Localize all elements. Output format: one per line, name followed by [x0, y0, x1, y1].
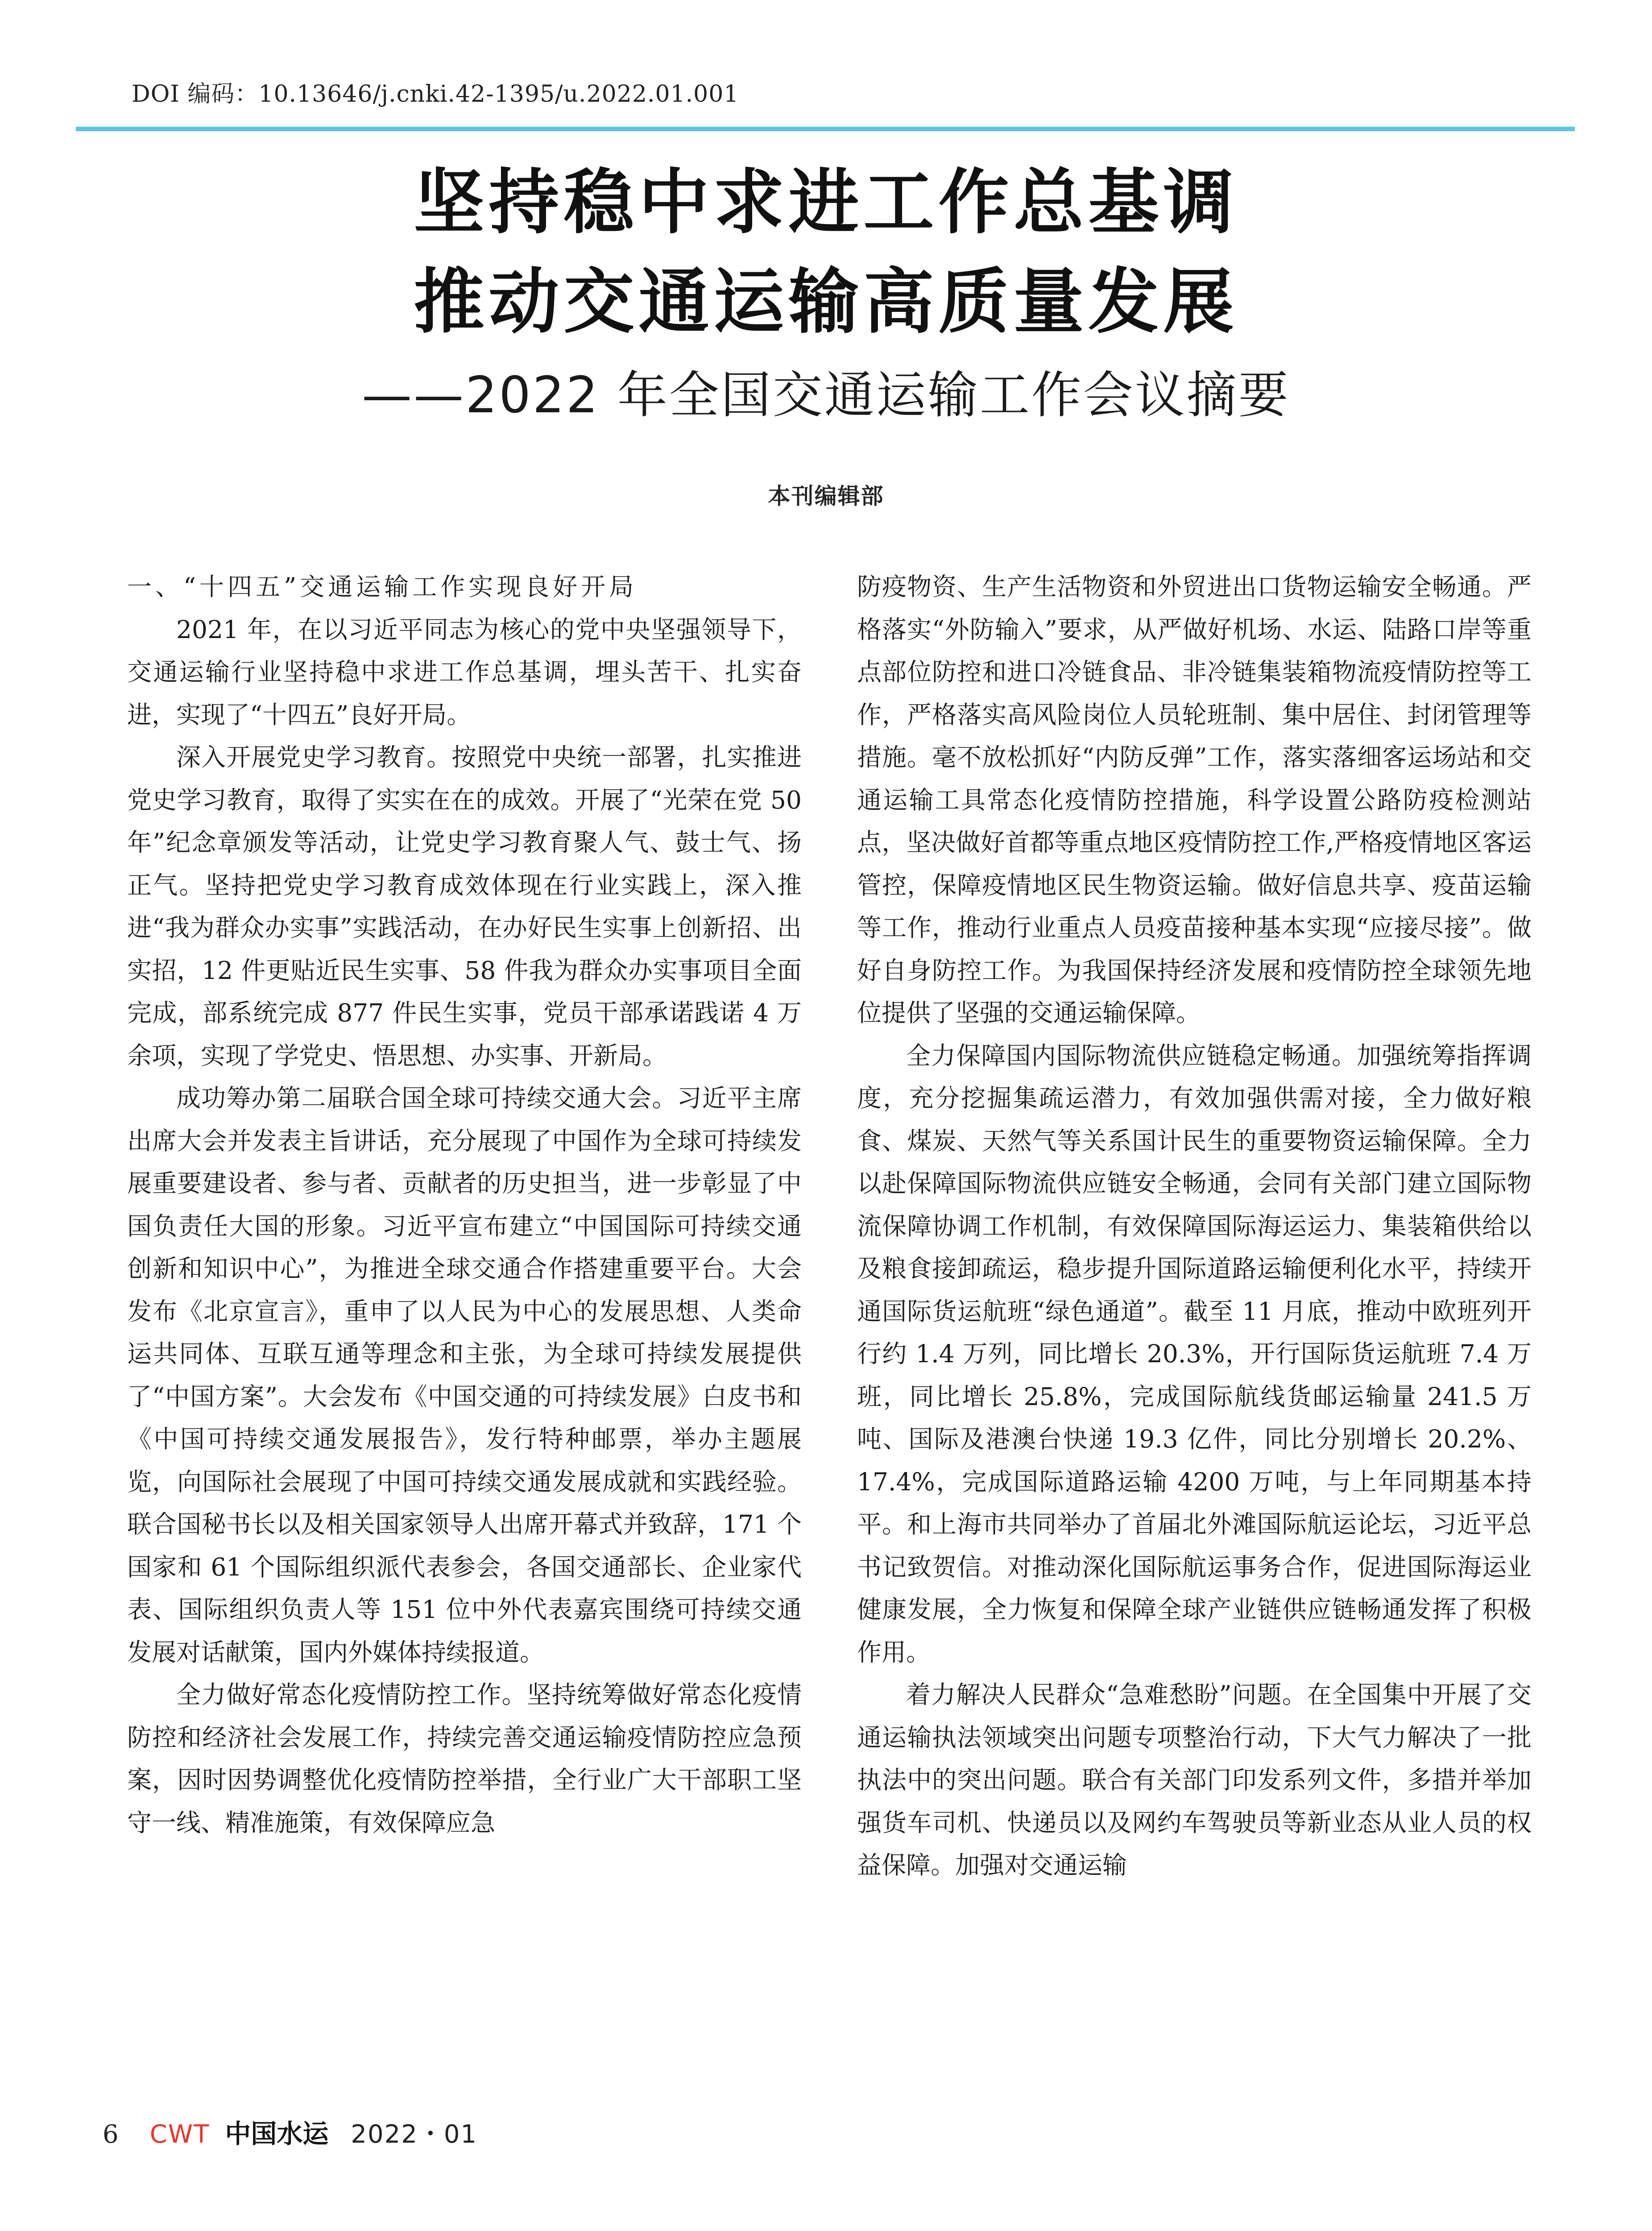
- article-title-line1: 坚持稳中求进工作总基调: [414, 161, 1238, 244]
- left-column: [127, 566, 802, 1844]
- paragraph-continued: 防疫物资、生产生活物资和外贸进出口货物运输安全畅通。严格落实“外防输入”要求，从严做好机场、水运、陆路口岸等重点部位防控和进口冷链食品、非冷链集装箱物流疫情防控等工作，严格落实高风险岗位人员轮班制、集中居住、封闭管理等措施。毫不放松抓好“内防反弹”工作，落实落细客运场站和交通运输工具常态化疫情防控措施，科学设置公路防疫检测站点，坚决做好首都等重点地区疫情防控工作,严格疫情地区客运管控，保障疫情地区民生物资运输。做好信息共享、疫苗运输等工作，推动行业重点人员疫苗接种基本实现“应接尽接”。做好自身防控工作。为我国保持经济发展和疫情防控全球领先地位提供了坚强的交通运输保障。: [857, 572, 1532, 1027]
- right-column: [857, 566, 1532, 1887]
- page-footer: [103, 2113, 477, 2148]
- page-number: 6: [103, 2120, 119, 2149]
- paragraph: 全力保障国内国际物流供应链稳定畅通。加强统筹指挥调度，充分挖掘集疏运潜力，有效加强供需对接，全力做好粮食、煤炭、天然气等关系国计民生的重要物资运输保障。全力以赴保障国际物流供应链安全畅通，会同有关部门建立国际物流保障协调工作机制，有效保障国际海运运力、集装箱供给以及粮食接卸疏运，稳步提升国际道路运输便利化水平，持续开通国际货运航班“绿色通道”。截至 11 月底，推动中欧班列开行约 1.4 万列，同比增长 20.3%，开行国际货运航班 7.4 万班，同比增长 25.8%，完成国际航线货邮运输量 241.5 万吨、国际及港澳台快递 19.3 亿件，同比分别增长 20.2%、17.4%，完成国际道路运输 4200 万吨，与上年同期基本持平。和上海市共同举办了首届北外滩国际航运论坛，习近平总书记致贺信。对推动深化国际航运事务合作，促进国际海运业健康发展，全力恢复和保障全球产业链供应链畅通发挥了积极作用。: [857, 1041, 1532, 1667]
- header-rule: [76, 127, 1575, 131]
- doi-line: DOI 编码：10.13646/j.cnki.42-1395/u.2022.01.001: [132, 81, 739, 108]
- paragraph: 着力解决人民群众“急难愁盼”问题。在全国集中开展了交通运输执法领域突出问题专项整治行动，下大气力解决了一批执法中的突出问题。联合有关部门印发系列文件，多措并举加强货车司机、快递员以及网约车驾驶员等新业态从业人员的权益保障。加强对交通运输: [857, 1680, 1532, 1879]
- article-title-line2: 推动交通运输高质量发展: [414, 261, 1238, 343]
- section-heading: 一、“十四五”交通运输工作实现良好开局: [127, 572, 638, 601]
- paragraph: 深入开展党史学习教育。按照党中央统一部署，扎实推进党史学习教育，取得了实实在在的成效。开展了“光荣在党 50 年”纪念章颁发等活动，让党史学习教育聚人气、鼓士气、扬正气。坚持把党史学习教育成效体现在行业实践上，深入推进“我为群众办实事”实践活动，在办好民生实事上创新招、出实招，12 件更贴近民生实事、58 件我为群众办实事项目全面完成，部系统完成 877 件民生实事，党员干部承诺践诺 4 万余项，实现了学党史、悟思想、办实事、开新局。: [127, 743, 802, 1070]
- article-subtitle: ——2022 年全国交通运输工作会议摘要: [362, 366, 1290, 424]
- article-author: 本刊编辑部: [768, 483, 884, 509]
- issue-number: 2022・01: [351, 2120, 478, 2149]
- journal-name: 中国水运: [225, 2119, 329, 2149]
- paragraph: 2021 年，在以习近平同志为核心的党中央坚强领导下，交通运输行业坚持稳中求进工作总基调，埋头苦干、扎实奋进，实现了“十四五”良好开局。: [127, 615, 802, 729]
- paragraph: 成功筹办第二届联合国全球可持续交通大会。习近平主席出席大会并发表主旨讲话，充分展现了中国作为全球可持续发展重要建设者、参与者、贡献者的历史担当，进一步彰显了中国负责任大国的形象。习近平宣布建立“中国国际可持续交通创新和知识中心”，为推进全球交通合作搭建重要平台。大会发布《北京宣言》，重申了以人民为中心的发展思想、人类命运共同体、互联互通等理念和主张，为全球可持续发展提供了“中国方案”。大会发布《中国交通的可持续发展》白皮书和《中国可持续交通发展报告》，发行特种邮票，举办主题展览，向国际社会展现了中国可持续交通发展成就和实践经验。联合国秘书长以及相关国家领导人出席开幕式并致辞，171 个国家和 61 个国际组织派代表参会，各国交通部长、企业家代表、国际组织负责人等 151 位中外代表嘉宾围绕可持续交通发展对话献策，国内外媒体持续报道。: [127, 1084, 802, 1667]
- journal-brand-logo: CWT: [149, 2120, 210, 2149]
- paragraph: 全力做好常态化疫情防控工作。坚持统筹做好常态化疫情防控和经济社会发展工作，持续完善交通运输疫情防控应急预案，因时因势调整优化疫情防控举措，全行业广大干部职工坚守一线、精准施策，有效保障应急: [127, 1680, 802, 1837]
